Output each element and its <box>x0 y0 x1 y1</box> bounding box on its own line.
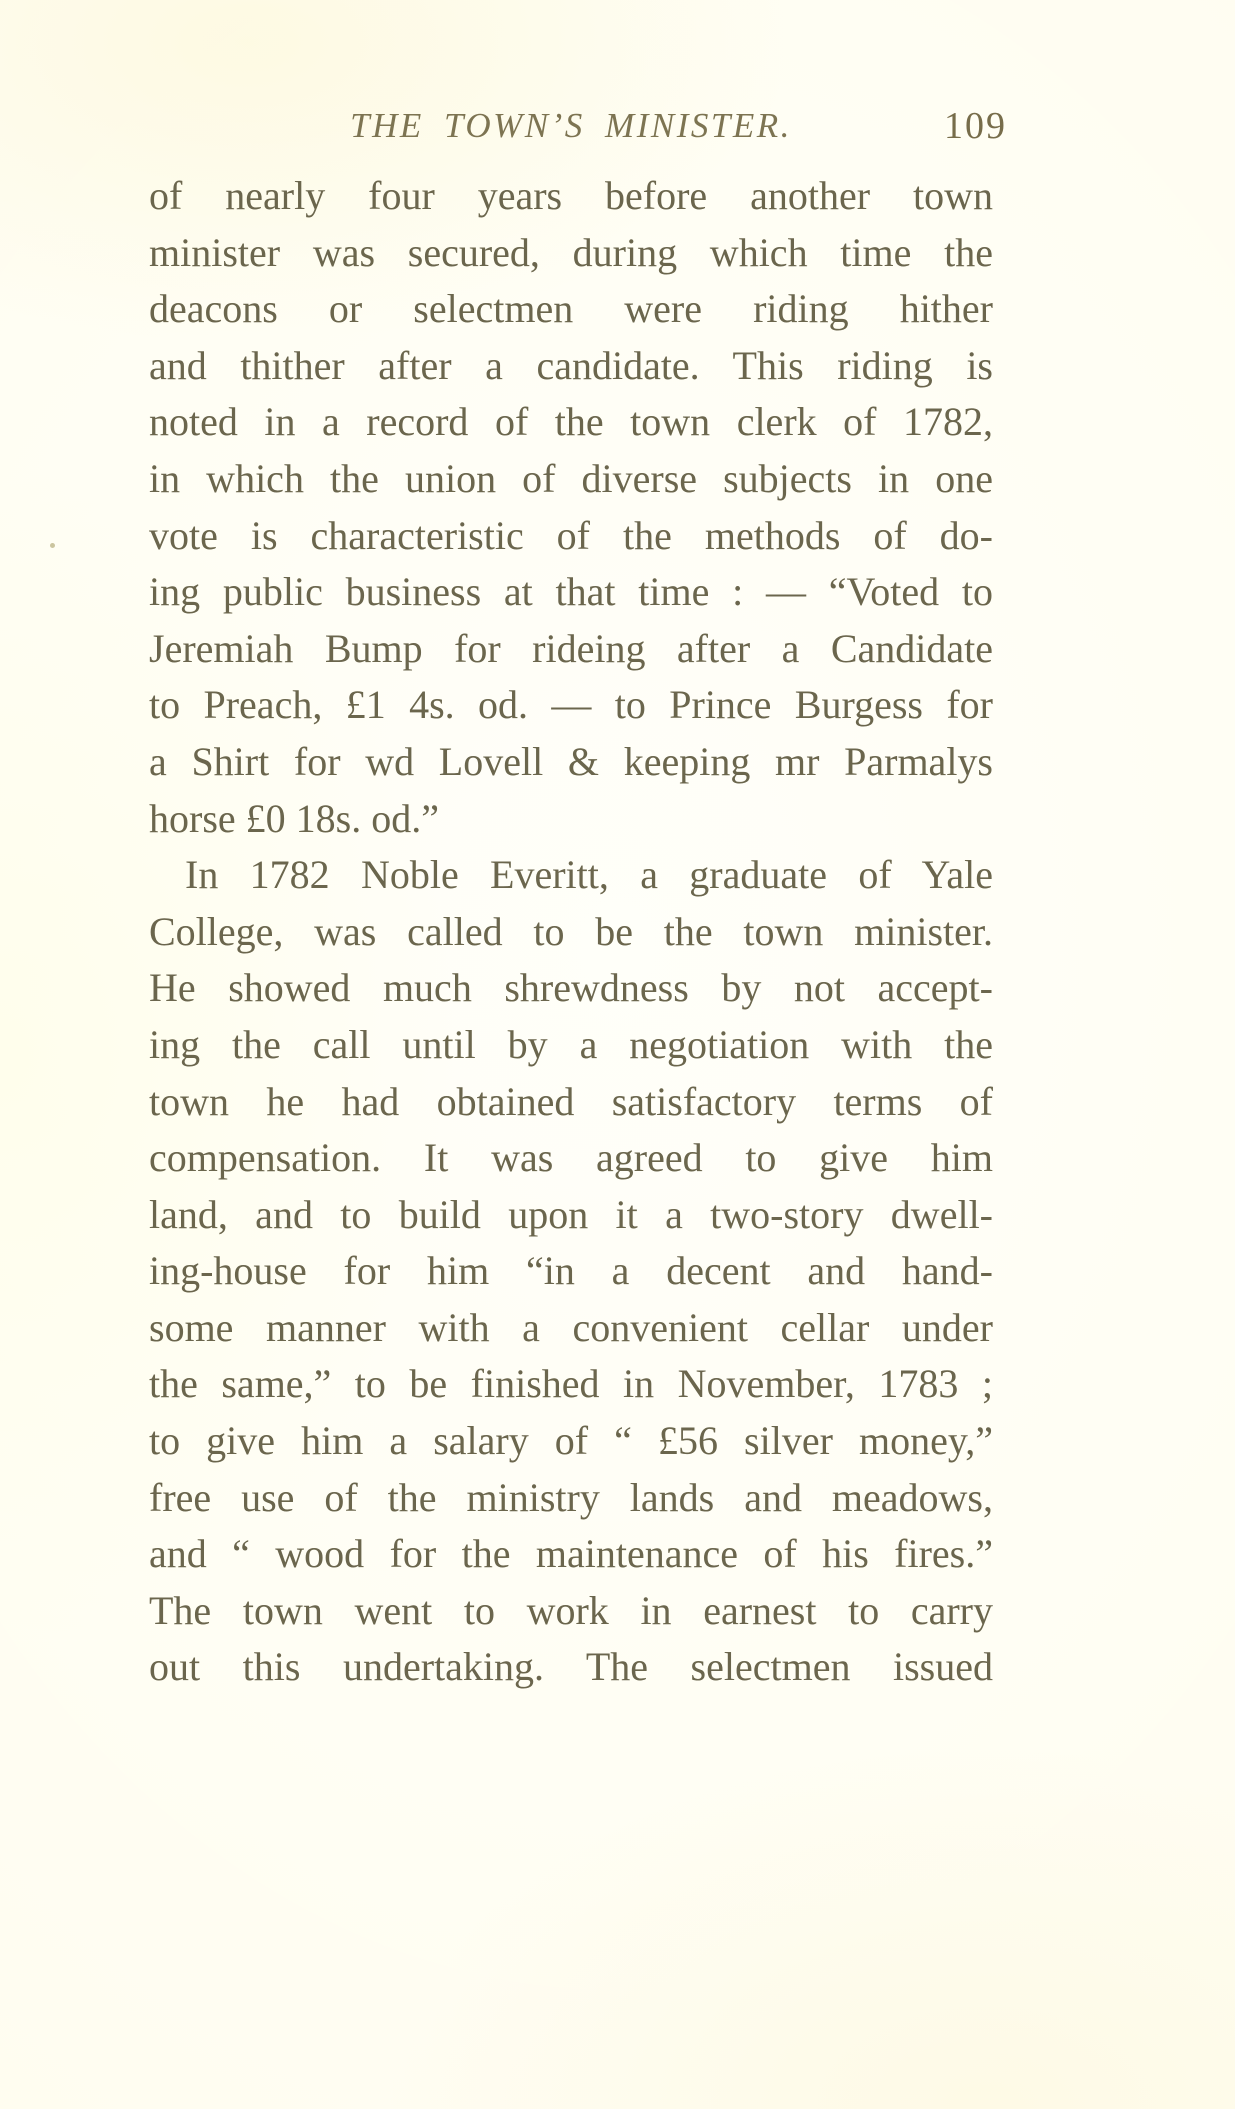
text-line: land, and to build upon it a two-story dwell- <box>149 1191 993 1237</box>
text-line: deacons or selectmen were riding hither <box>149 286 993 332</box>
text-line: and thither after a candidate. This riding is <box>149 342 993 388</box>
text-line: to Preach, £1 4s. od. — to Prince Burgess for <box>149 682 993 728</box>
text-line: ing public business at that time : — “Voted to <box>149 569 993 615</box>
text-line: minister was secured, during which time the <box>149 229 993 275</box>
text-line: College, was called to be the town minister. <box>149 908 993 954</box>
body-text <box>149 168 993 1696</box>
text-line: ing the call until by a negotiation with the <box>149 1021 993 1067</box>
text-line: Jeremiah Bump for rideing after a Candidate <box>149 625 993 671</box>
text-line: to give him a salary of “ £56 silver money,” <box>149 1418 993 1464</box>
text-line: ing-house for him “in a decent and hand- <box>149 1248 993 1294</box>
text-line: of nearly four years before another town <box>149 173 993 218</box>
paper-speck <box>50 543 55 548</box>
text-line: The town went to work in earnest to carry <box>149 1587 993 1633</box>
text-line: free use of the ministry lands and meadows, <box>149 1474 993 1520</box>
text-line: out this undertaking. The selectmen issued <box>149 1644 993 1690</box>
running-header-title: THE TOWN’S MINISTER. <box>350 106 792 145</box>
text-line: a Shirt for wd Lovell & keeping mr Parmalys <box>149 738 993 784</box>
text-line: the same,” to be finished in November, 1783 ; <box>149 1361 993 1407</box>
text-line: vote is characteristic of the methods of do- <box>149 512 993 558</box>
text-line: in which the union of diverse subjects in one <box>149 455 993 501</box>
text-line: horse £0 18s. od.” <box>149 795 439 841</box>
text-line: noted in a record of the town clerk of 1782, <box>149 399 993 445</box>
page-number: 109 <box>944 105 1007 147</box>
text-line: compensation. It was agreed to give him <box>149 1135 993 1181</box>
text-line: He showed much shrewdness by not accept- <box>149 965 993 1011</box>
text-line: and “ wood for the maintenance of his fires.” <box>149 1531 993 1577</box>
text-line: some manner with a convenient cellar under <box>149 1304 993 1350</box>
text-line: In 1782 Noble Everitt, a graduate of Yale <box>185 852 993 898</box>
text-line: town he had obtained satisfactory terms of <box>149 1078 993 1124</box>
